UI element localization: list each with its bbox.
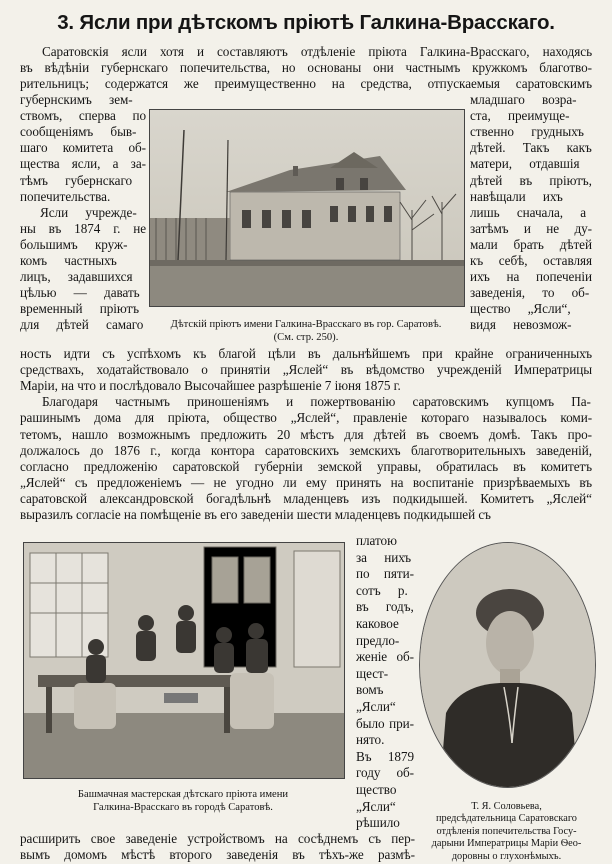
- portrait-caption-line: доровны о глухонѣмыхъ.: [451, 850, 562, 862]
- text-line: дѣтей. Такъ какъ: [470, 140, 592, 156]
- text-line: для дѣтей самаго: [20, 317, 144, 333]
- text-line: ста, преимуще-: [470, 108, 570, 124]
- text-line: тѣмъ губернскаго: [20, 172, 133, 188]
- text-line: щест-: [356, 665, 389, 681]
- text-line: мали брать дѣтей: [470, 236, 592, 252]
- text-line: лицъ, задавшихся: [20, 269, 133, 285]
- text-line: сообщеніямъ быв-: [20, 124, 137, 140]
- text-line: ствомъ, сперва по: [20, 108, 146, 124]
- text-line: женіе об-: [356, 649, 414, 665]
- text-line: Маріи, на что и послѣдовало Высочайшее разрѣшеніе 7 іюня 1875 г.: [20, 378, 401, 394]
- text-line: рѣшило: [356, 815, 400, 831]
- text-line: видя невозмож-: [470, 317, 572, 333]
- portrait-caption-line: отдѣленія попечительства Госу-: [436, 825, 577, 837]
- text-line: согласно предложенію саратовской губерніи земской управы, обратилась въ комитетъ: [20, 458, 592, 474]
- article-title: 3. Ясли при дѣтскомъ пріютѣ Галкина-Врасскаго.: [57, 11, 555, 34]
- text-line: рашинымъ дома для пріюта, общество „Яслей“, правленіе котораго называлось коми-: [20, 410, 592, 426]
- text-line: по пяти-: [356, 566, 414, 582]
- text-line: средствахъ, ходатайствовало о принятіи „Яслей“ въ вѣдомство учрежденій Императрицы: [20, 362, 592, 378]
- photo1-caption-line: (См. стр. 250).: [273, 332, 339, 343]
- text-line: затѣмъ и не ду-: [470, 220, 592, 236]
- photo2-caption-line: Башмачная мастерская дѣтскаго пріюта имени: [77, 789, 289, 800]
- photo1-caption-line: Дѣтскій пріютъ имени Галкина-Врасскаго въ гор. Саратовѣ.: [170, 319, 442, 330]
- text-line: ность идти съ успѣхомъ къ благой цѣли въ дальнѣйшемъ при крайне ограниченныхъ: [20, 346, 592, 361]
- photo2-caption-line: Галкина-Врасскаго въ городѣ Саратовѣ.: [93, 802, 273, 813]
- text-line: рительницъ; содержатся же преимущественно на средства, отпускаемыя саратовскимъ: [20, 76, 592, 92]
- text-line: Ясли учрежде-: [40, 204, 137, 220]
- text-line: комъ частныхъ: [20, 253, 117, 268]
- text-line: большимъ круж-: [20, 236, 128, 252]
- text-line: должалось до 1876 г., когда контора саратовскихъ земскихъ благотворительныхъ заведеній,: [20, 442, 592, 458]
- portrait-caption-line: Т. Я. Соловьева,: [471, 801, 542, 812]
- text-line: „Ясли“: [356, 699, 396, 714]
- text-line: выразилъ согласіе на помѣщеніе въ его заведеніи шести младенцевъ подкидышей съ: [20, 507, 491, 522]
- text-line: щество: [356, 782, 397, 797]
- text-line: лишь сначала, а: [470, 204, 587, 220]
- text-line: щество „Ясли“,: [470, 301, 571, 317]
- text-line: матери, отдавшія: [470, 156, 580, 172]
- text-line: дѣтей въ пріютъ,: [470, 172, 592, 188]
- text-line: было при-: [356, 715, 414, 731]
- text-line: Саратовскія ясли хотя и составляютъ отдѣленіе пріюта Галкина-Врасскаго, находясь: [42, 44, 592, 59]
- text-line: расширить свое заведеніе устройствомъ на сосѣднемъ съ пер-: [20, 831, 415, 846]
- text-line: цѣлью — давать: [20, 285, 140, 301]
- text-line: саратовской александровской богадѣльнѣ младенцевъ изъ подкидышей. Комитетъ „Яслей“: [20, 490, 592, 506]
- text-line: вомъ: [356, 682, 384, 698]
- text-line: ственно грудныхъ: [470, 124, 584, 140]
- text-line: ихъ на попеченіи: [470, 269, 592, 285]
- portrait-caption-line: предсѣдательница Саратовскаго: [436, 813, 577, 825]
- text-line: нято.: [356, 732, 385, 748]
- text-line: ны въ 1874 г. не: [20, 220, 146, 236]
- text-line: губернскимъ зем-: [20, 92, 133, 107]
- text-line: вымъ домомъ мѣстѣ второго заведенія въ тѣхъ-же размѣ-: [20, 847, 415, 863]
- text-line: младшаго возра-: [470, 92, 577, 107]
- text-line: шаго комитета об-: [20, 140, 146, 156]
- text-line: „Яслей“ съ предложеніемъ — не угодно ли ему принять на воспитаніе призрѣваемыхъ въ: [20, 474, 592, 490]
- text-line: за нихъ: [356, 549, 412, 565]
- text-line: Въ 1879: [356, 748, 414, 764]
- portrait-photo: [419, 542, 596, 788]
- text-line: Благодаря частнымъ приношеніямъ и пожертвованію саратовскимъ купцомъ Па-: [42, 394, 591, 410]
- text-line: году об-: [356, 765, 414, 781]
- text-line: въ вѣдѣніи губернскаго попечительства, но основаны они частнымъ кружкомъ благотво-: [20, 60, 592, 76]
- text-line: тетомъ, нашло возможнымъ предложить 20 мѣстъ для дѣтей въ своемъ домѣ. Такъ про-: [20, 426, 592, 442]
- text-line: предло-: [356, 632, 400, 648]
- text-line: временный пріютъ: [20, 301, 139, 317]
- text-line: „Ясли“: [356, 798, 396, 814]
- portrait-caption-line: дарыни Императрицы Маріи Ѳео-: [431, 838, 582, 850]
- text-line: навѣщали ихъ: [470, 188, 563, 204]
- text-line: каковое: [356, 616, 399, 631]
- text-line: щества ясли, а за-: [20, 156, 146, 172]
- shoe-workshop-photo: [23, 542, 345, 779]
- text-line: платою: [356, 533, 397, 548]
- text-line: заведенія, то об-: [470, 285, 590, 301]
- orphanage-building-photo: [149, 109, 465, 307]
- text-line: къ себѣ, оставляя: [470, 253, 592, 268]
- text-line: попечительства.: [20, 188, 111, 204]
- text-line: въ годъ,: [356, 599, 414, 615]
- text-line: сотъ р.: [356, 582, 408, 598]
